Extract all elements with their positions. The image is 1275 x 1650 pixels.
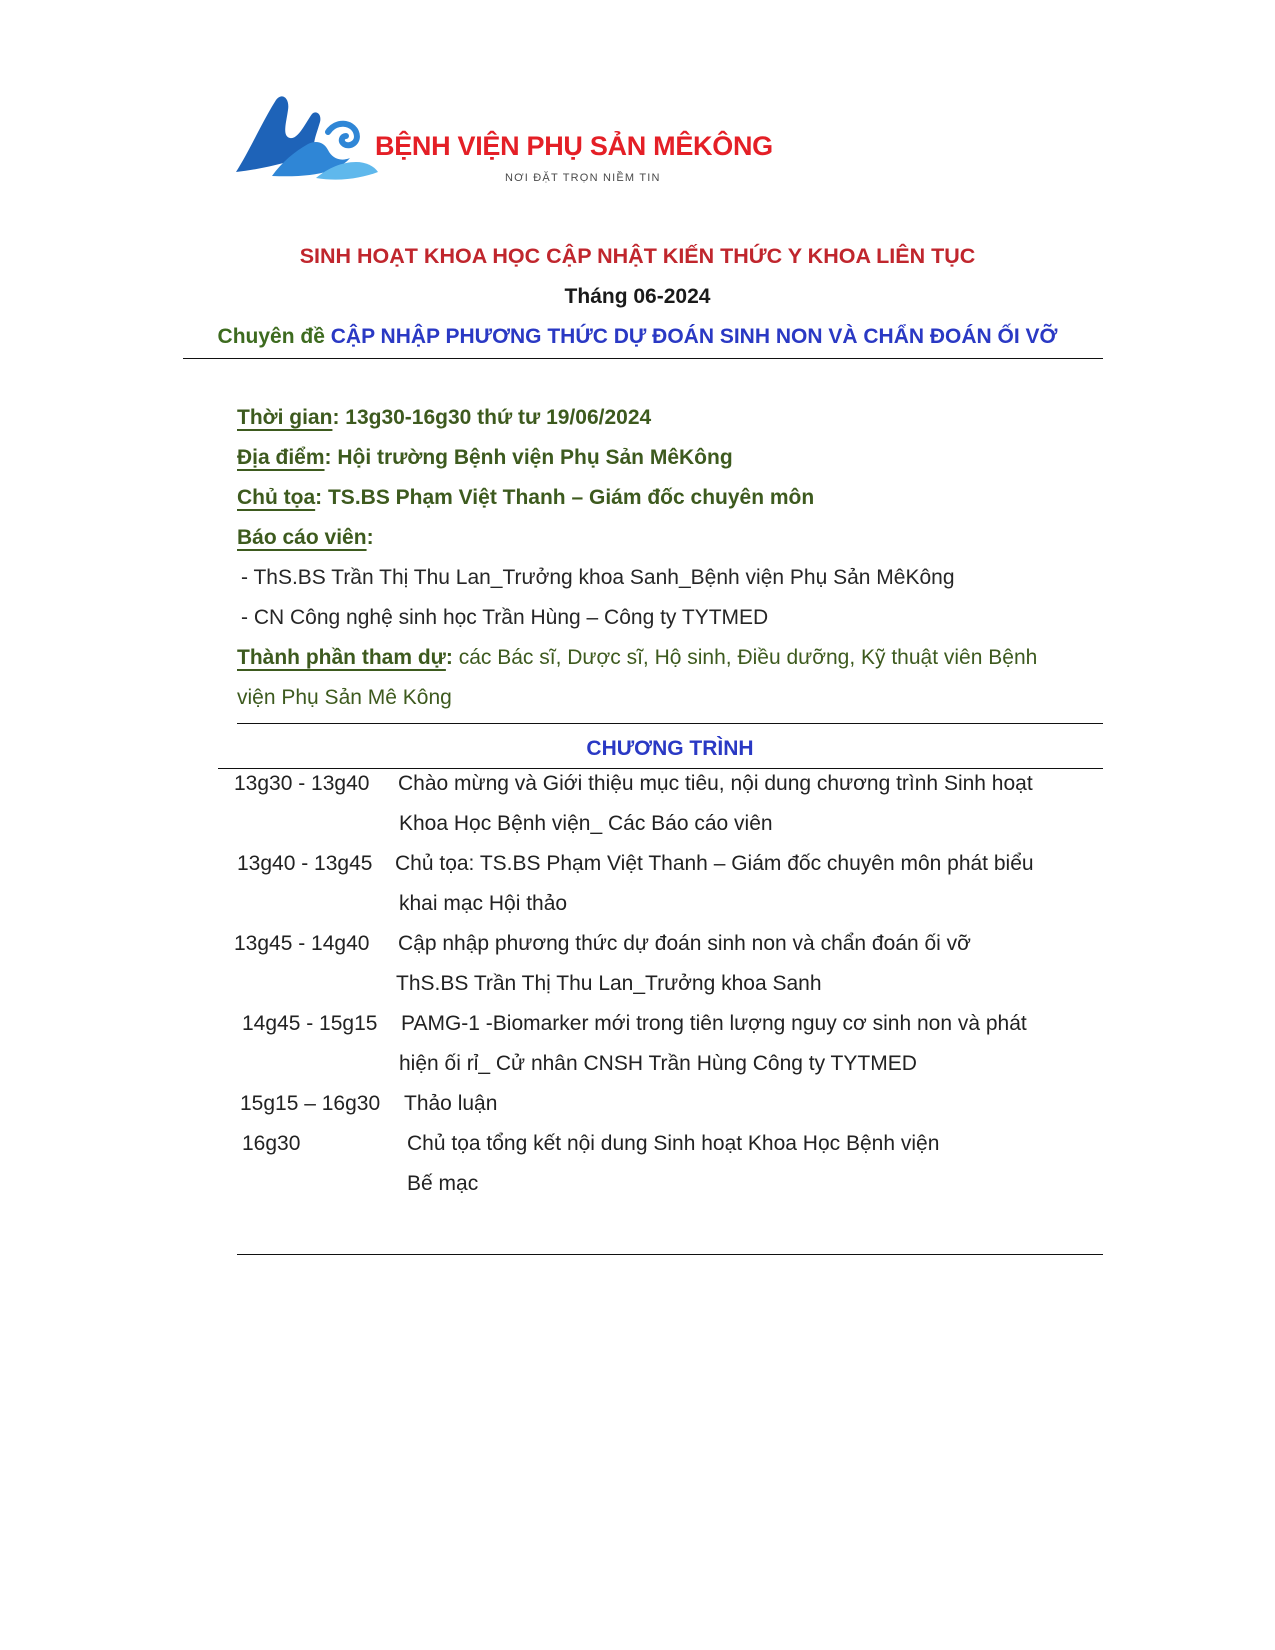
chair-label: Chủ tọa	[237, 486, 316, 509]
chair-value: : TS.BS Phạm Việt Thanh – Giám đốc chuyên môn	[315, 486, 815, 509]
attendees-value-cont: viện Phụ Sản Mê Kông	[237, 686, 452, 709]
time-label: Thời gian	[237, 406, 333, 429]
time-value: : 13g30-16g30 thứ tư 19/06/2024	[332, 406, 652, 429]
topic-line	[0, 325, 1275, 349]
divider	[218, 768, 1103, 769]
schedule-desc: Chào mừng và Giới thiệu mục tiêu, nội dung chương trình Sinh hoạt	[398, 772, 1033, 795]
venue-label: Địa điểm	[237, 446, 325, 469]
speakers-info	[237, 526, 374, 550]
document-title: SINH HOẠT KHOA HỌC CẬP NHẬT KIẾN THỨC Y KHOA LIÊN TỤC	[299, 244, 976, 268]
topic-prefix: Chuyên đề	[217, 325, 325, 348]
attendees-value: các Bác sĩ, Dược sĩ, Hộ sinh, Điều dưỡng, Kỹ thuật viên Bệnh	[452, 646, 1038, 669]
document-month: Tháng 06-2024	[564, 285, 711, 308]
schedule-desc: Bế mạc	[407, 1172, 479, 1195]
venue-info	[237, 446, 733, 470]
logo-curl	[328, 124, 357, 146]
schedule-desc: khai mạc Hội thảo	[399, 892, 568, 915]
schedule-desc: hiện ối rỉ_ Cử nhân CNSH Trần Hùng Công ty TYTMED	[399, 1052, 917, 1075]
attendees-label: Thành phần tham dự	[237, 646, 446, 669]
schedule-desc: Khoa Học Bệnh viện_ Các Báo cáo viên	[399, 812, 773, 835]
speaker-item: - ThS.BS Trần Thị Thu Lan_Trưởng khoa Sanh_Bệnh viện Phụ Sản MêKông	[241, 566, 955, 589]
schedule-desc: Cập nhập phương thức dự đoán sinh non và chẩn đoán ối vỡ	[398, 932, 971, 955]
speaker-item: - CN Công nghệ sinh học Trần Hùng – Công ty TYTMED	[241, 606, 769, 629]
speakers-label: Báo cáo viên	[237, 526, 367, 549]
schedule-time: 13g40 - 13g45	[237, 852, 373, 875]
divider	[237, 1254, 1103, 1255]
attendees-colon: :	[445, 646, 453, 669]
chair-info	[237, 486, 814, 510]
hospital-logo-mark	[232, 92, 380, 184]
speakers-colon: :	[366, 526, 374, 549]
schedule-desc: Chủ tọa tổng kết nội dung Sinh hoạt Khoa Học Bệnh viện	[407, 1132, 940, 1155]
schedule-time: 16g30	[242, 1132, 301, 1155]
venue-value: : Hội trường Bệnh viện Phụ Sản MêKông	[324, 446, 733, 469]
divider	[237, 723, 1103, 724]
hospital-name: BỆNH VIỆN PHỤ SẢN MÊKÔNG	[375, 131, 773, 161]
program-heading: CHƯƠNG TRÌNH	[586, 737, 754, 760]
schedule-time: 13g30 - 13g40	[234, 772, 370, 795]
topic-title: CẬP NHẬP PHƯƠNG THỨC DỰ ĐOÁN SINH NON VÀ CHẨN ĐOÁN ỐI VỠ	[330, 325, 1058, 348]
schedule-desc: Chủ tọa: TS.BS Phạm Việt Thanh – Giám đốc chuyên môn phát biểu	[395, 852, 1034, 875]
schedule-time: 14g45 - 15g15	[242, 1012, 378, 1035]
schedule-time: 13g45 - 14g40	[234, 932, 370, 955]
hospital-tagline: NƠI ĐẶT TRỌN NIỀM TIN	[505, 172, 661, 184]
time-info	[237, 406, 651, 430]
attendees-info	[237, 646, 1037, 670]
schedule-desc: ThS.BS Trần Thị Thu Lan_Trưởng khoa Sanh	[396, 972, 822, 995]
divider	[183, 358, 1103, 359]
schedule-time: 15g15 – 16g30	[240, 1092, 381, 1115]
attendees-info-cont	[237, 686, 452, 710]
schedule-desc: PAMG-1 -Biomarker mới trong tiên lượng nguy cơ sinh non và phát	[401, 1012, 1027, 1035]
schedule-desc: Thảo luận	[404, 1092, 498, 1115]
